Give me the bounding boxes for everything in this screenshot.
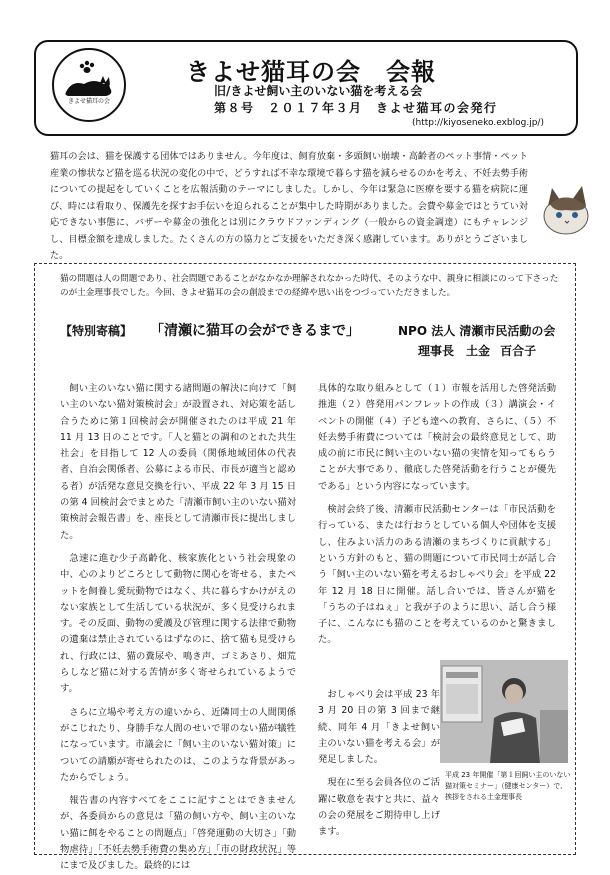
paragraph: さらに立場や考え方の違いから、近隣同士の人間関係がこじれたり、身勝手な人間のせいで罪のない猫が犠牲になっています。市議会に「飼い主のいない猫対策」についての請願が寄せられたのは、このような背景があったからでしょう。 xyxy=(60,706,296,783)
logo-caption: きよせ猫耳の会 xyxy=(67,98,110,105)
intro-paragraph: 猫耳の会は、猫を保護する団体ではありません。今年度は、飼育放棄・多頭飼い崩壊・高齢者のペット事情・ペット産業の惨状など猫を巡る状況の変化の中で、どうすれば不幸な環境で暮らす猫を減らせるのかを考え、不妊去勢手術についての提起をしていくことを広報活動のテーマにしました。しかし、今年は緊急に医療を要する猫を病院に運び、時には看取り、保護先を探すお手伝いを迫られることが集中した時期がありました。会費や募金ではとうてい対応できない事態に、バザーや募金の強化とは別にクラウドファンディング（一般からの資金調達）にもチャレンジし、目標金額を達成しました。たくさんの方の協力とご支援をいただき深く感謝しています。ありがとうございました。 xyxy=(50,152,528,261)
article-column-left xyxy=(60,381,296,875)
blog-url[interactable]: (http://kiyoseneko.exblog.jp/) xyxy=(412,118,544,128)
newsletter-title: きよせ猫耳の会 会報 xyxy=(186,58,436,86)
photo-caption: 平成 23 年開催「第１回飼い主のいない猫対策セミナー」（健康センター）で、挨拶をされる土金理事長 xyxy=(445,771,571,801)
kitten-illustration xyxy=(532,182,594,238)
author-organization: NPO 法人 清瀬市民活動の会 xyxy=(398,324,556,338)
paragraph: おしゃべり会は平成 23 年 3 月 20 日の第 3 回まで継続、同年 4 月「きよせ飼い主のいない猫を考える会」が発足しました。 xyxy=(318,689,440,766)
paragraph: 報告書の内容すべてをここに記すことはできませんが、各委員からの意見は「猫の飼い方や、飼い主のいない猫に餌をやることの問題点」「啓発運動の大切さ」「動物虐待」「不妊去勢手術費の集め方」「市の財政状況」等にまで及びました。最終的には xyxy=(60,795,296,872)
former-name: 旧/きよせ飼い主のいない猫を考える会 xyxy=(214,84,423,98)
paragraph: 具体的な取り組みとして（１）市報を活用した啓発活動推進（２）啓発用パンフレットの作成（３）講演会・イベントの開催（４）子ども達への教育、さらに、（５）不妊去勢手術費については「検討会の最終意見として、助成の前に市民に飼い主のいない猫の実情を知ってもらうことが大事であり、徹底した啓発活動を行うことが優先である」という内容になっています。 xyxy=(318,383,556,492)
paragraph: 現在に至る会員各位のご活躍に敬意を表すと共に、益々の会の発展をご期待申し上げます。 xyxy=(318,777,440,838)
article-lead: 猫の問題は人の問題であり、社会問題であることがなかなか理解されなかった時代、そのような中、親身に相談にのって下さったのが土金理事長でした。今回、きよせ猫耳の会の創設までの経緯や思い出をつづっていただきました。 xyxy=(60,274,559,298)
seminar-photo xyxy=(440,660,568,763)
article-column-right xyxy=(318,381,556,649)
article-headline: 「清瀬に猫耳の会ができるまで」 xyxy=(150,323,360,339)
issue-line: 第８号 ２０１７年３月 きよせ猫耳の会発行 xyxy=(214,101,498,115)
paragraph: 検討会終了後、清瀬市民活動センターは「市民活動を行っている、または行おうとしている個人や団体を支援し、住みよい活力のある清瀬のまちづくりに貢献する」という方針のもと、猫の問題について市民同士が話し合う「飼い主のいない猫を考えるおしゃべり会」を平成 22 年 12 月 18 日に開催。話し合いでは、皆さんが猫を「うちの子はねぇ」と我が子のように思い、話し合う様子に、こんなにも猫のことを考えているのかと驚きました。 xyxy=(318,504,556,646)
cat-logo-icon xyxy=(52,48,126,122)
author-name: 理事長 土金 百合子 xyxy=(418,344,537,358)
paragraph: 飼い主のいない猫に関する諸問題の解決に向けて「飼い主のいない猫対策検討会」が設置され、対応策を話し合うために第１回検討会が開催されたのは平成 21 年 11 月 13 日のことです。「人と猫との調和のとれた共生社会」を目指して 12 人の委員（関係地域団体の代表者、自治会関係者、公募による市民、市長が適当と認める者）が活発な意見交換を行い、平成 22 年 3 月 15 日の第 4 回検討会でまとめた「清瀬市飼い主のいない猫対策検討会報告書」を、座長として清瀬市長に提出しました。 xyxy=(60,383,296,541)
article-column-right-lower xyxy=(318,687,440,841)
paragraph: 急速に進む少子高齢化、核家族化という社会現象の中、心のよりどころとして動物に関心を寄せる、またペットを飼養し愛玩動物ではなく、共に暮らすかけがえのない家族として生活している状況が、多く見受けられます。その反面、動物の愛護及び管理に関する法律で動物の遺棄は禁止されているはずなのに、捨て猫も見受けられ、行政には、猫の糞尿や、鳴き声、ゴミあさり、畑荒らしなど猫に対する苦情が多く寄せられているようです。 xyxy=(60,552,296,695)
special-contribution-label: 【特別寄稿】 xyxy=(60,324,133,338)
